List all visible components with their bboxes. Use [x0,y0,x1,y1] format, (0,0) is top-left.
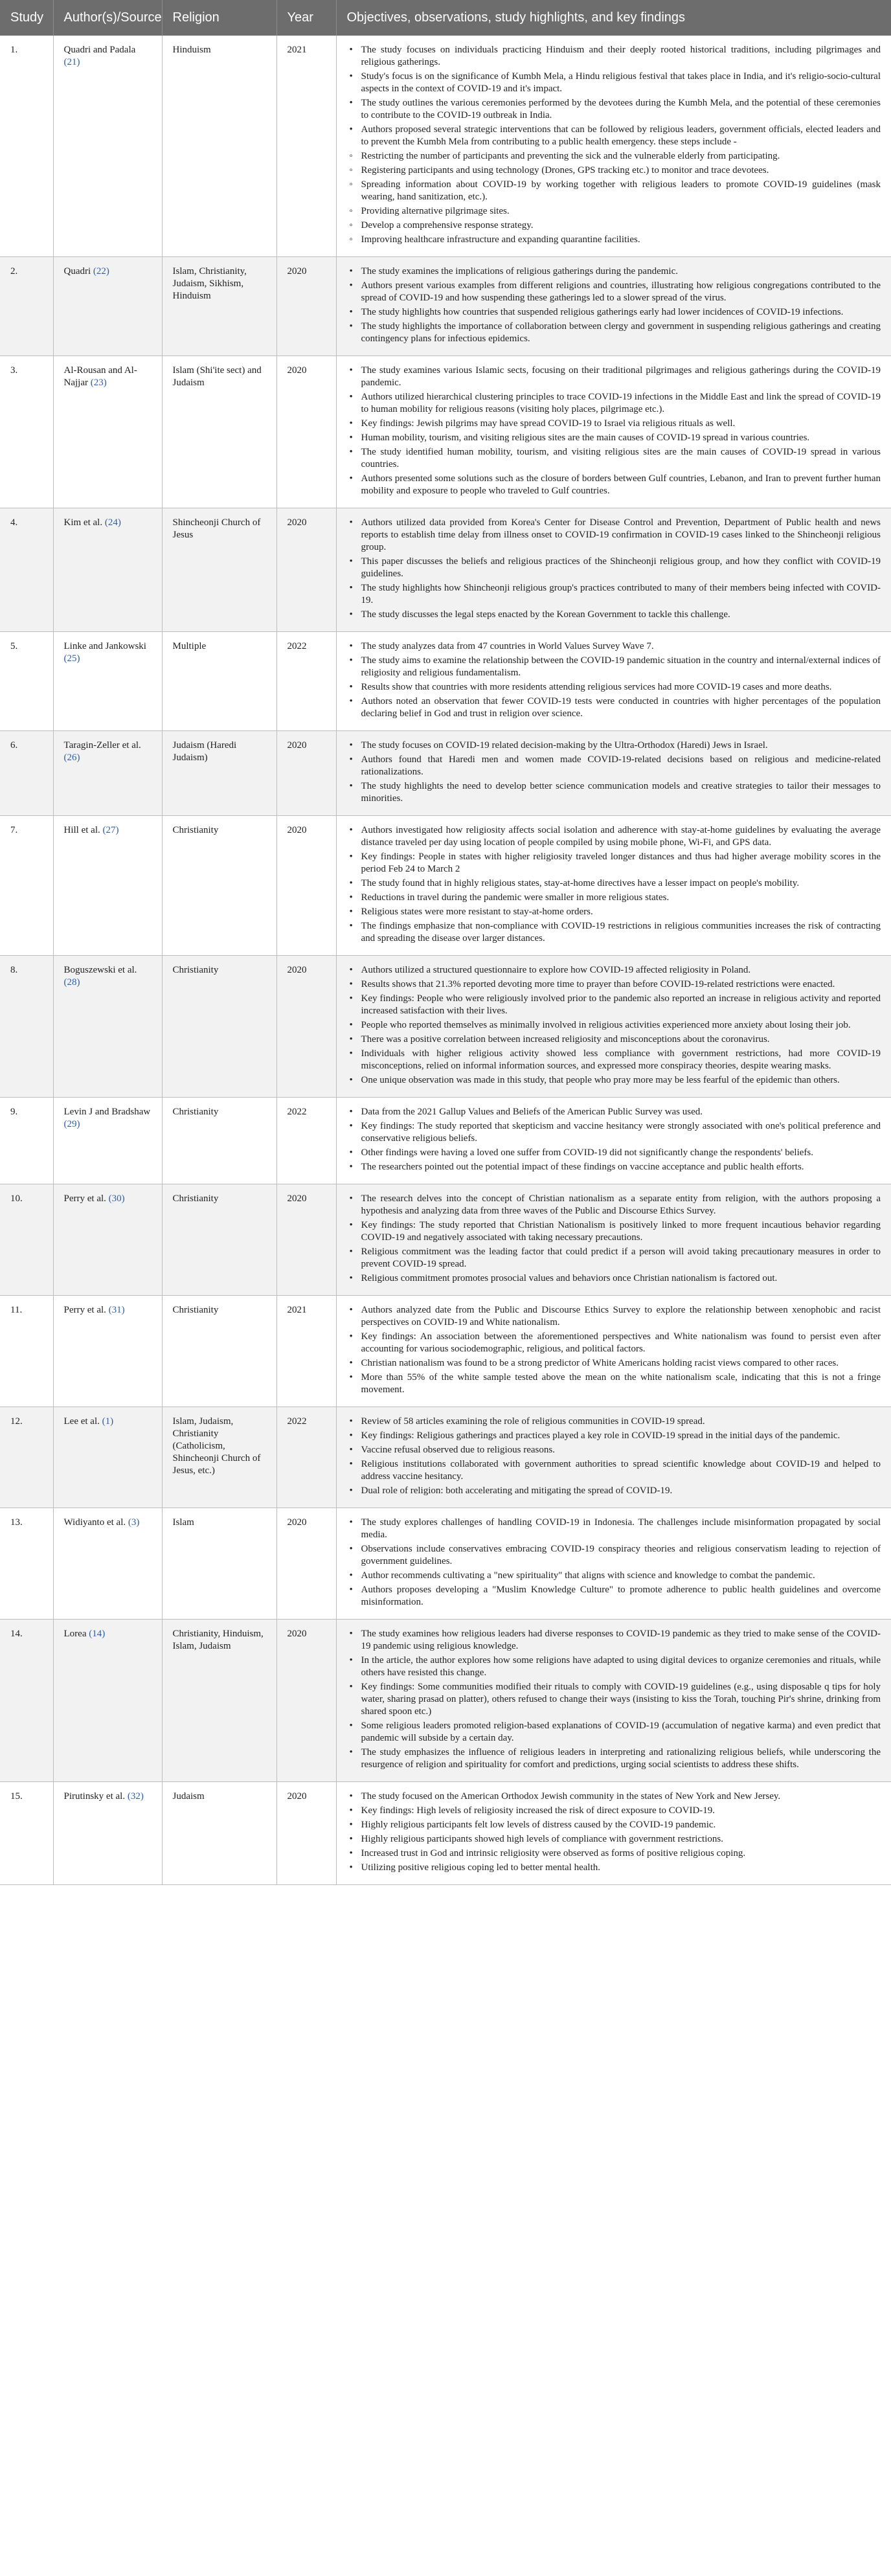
table-row [0,1407,891,1508]
column-header-author: Author(s)/Source [53,0,162,36]
table-row [0,257,891,356]
year-cell: 2022 [276,1098,336,1184]
author-name: Lorea [63,1629,87,1639]
study-number: 13. [0,1508,53,1620]
finding-item: • The study highlights the need to develop better science communication models and creative strategies to tailor their messages to minorities. [361,780,881,805]
finding-item: • The study discusses the legal steps enacted by the Korean Government to tackle this challenge. [361,609,881,621]
findings-cell [336,508,891,632]
finding-item: • Human mobility, tourism, and visiting religious sites are the main causes of COVID-19 spread in various countries. [361,432,881,444]
religion-cell: Shincheonji Church of Jesus [162,508,276,632]
author-name: Boguszewski et al. [63,965,137,975]
finding-item: • Authors utilized hierarchical clustering principles to trace COVID-19 infections in the Middle East and link the spread of COVID-19 to human mobility for religious reasons (visiting holy places, pilgrimage etc.). [361,391,881,416]
finding-item: • Key findings: The study reported that skepticism and vaccine hesitancy were strongly associated with one's political preference and conservative religious beliefs. [361,1120,881,1145]
finding-item: • This paper discusses the beliefs and religious practices of the Shincheonji religious group, and how they conflict with COVID-19 guidelines. [361,556,881,580]
reference-link[interactable]: (32) [127,1791,144,1802]
reference-link[interactable]: (29) [63,1119,80,1129]
finding-sub-item: ◦ Spreading information about COVID-19 by working together with religious leaders to promote COVID-19 guidelines (mask wearing, hand sanitization, etc.). [361,179,881,203]
author-name: Widiyanto et al. [63,1517,126,1528]
religion-cell: Christianity [162,1098,276,1184]
religion-cell: Christianity, Hinduism, Islam, Judaism [162,1620,276,1782]
author-cell [53,731,162,816]
study-number: 14. [0,1620,53,1782]
findings-list [347,1304,881,1396]
findings-list [347,964,881,1087]
table-row [0,1296,891,1407]
finding-item: • The study found that in highly religious states, stay-at-home directives have a lesser impact on people's mobility. [361,877,881,890]
author-cell [53,356,162,508]
finding-item: • Religious commitment promotes prosocial values and behaviors once Christian nationalism is factored out. [361,1272,881,1285]
study-number: 5. [0,632,53,731]
findings-list [347,1193,881,1285]
study-number: 2. [0,257,53,356]
author-name: Perry et al. [63,1305,106,1315]
finding-item: • Key findings: People who were religiously involved prior to the pandemic also reported an increase in religious activity and reported increased satisfaction with their lives. [361,993,881,1017]
finding-item: • Key findings: An association between the aforementioned perspectives and White nationalism was found to persist even after accounting for various sociodemographic, religious, and political factors. [361,1331,881,1355]
finding-item: • Individuals with higher religious activity showed less compliance with government restrictions, had more COVID-19 misconceptions, relied on informal information sources, and expressed more conspiracy theories, despite wearing masks. [361,1048,881,1072]
finding-item: • Religious states were more resistant to stay-at-home orders. [361,906,881,918]
finding-item: • The researchers pointed out the potential impact of these findings on vaccine acceptance and public health efforts. [361,1161,881,1173]
findings-list [347,266,881,345]
religion-cell: Christianity [162,816,276,956]
findings-cell [336,956,891,1098]
findings-list [347,824,881,945]
religion-cell: Christianity [162,956,276,1098]
table-row [0,356,891,508]
religion-cell: Christianity [162,1184,276,1296]
finding-item: • The study explores challenges of handling COVID-19 in Indonesia. The challenges include misinformation propagated by social media. [361,1517,881,1541]
findings-cell [336,731,891,816]
reference-link[interactable]: (3) [128,1517,140,1528]
year-cell: 2020 [276,731,336,816]
findings-cell [336,1782,891,1885]
finding-item: • The study focused on the American Orthodox Jewish community in the states of New York and New Jersey. [361,1791,881,1803]
finding-item: • The study highlights the importance of collaboration between clergy and government in suspending religious gatherings and creating contingency plans for infectious epidemics. [361,321,881,345]
findings-cell [336,356,891,508]
finding-item: • Results shows that 21.3% reported devoting more time to prayer than before COVID-19-related restrictions were enacted. [361,978,881,991]
finding-item: • Authors noted an observation that fewer COVID-19 tests were conducted in countries with higher percentages of the population declaring belief in God and trust in religion over science. [361,695,881,720]
religion-cell: Christianity [162,1296,276,1407]
table-body [0,36,891,1885]
finding-item: • Utilizing positive religious coping led to better mental health. [361,1862,881,1874]
year-cell: 2022 [276,632,336,731]
finding-item: • Vaccine refusal observed due to religious reasons. [361,1444,881,1456]
finding-item: • Key findings: Religious gatherings and practices played a key role in COVID-19 spread in the initial days of the pandemic. [361,1430,881,1442]
reference-link[interactable]: (30) [108,1193,125,1204]
author-cell [53,632,162,731]
finding-sub-item: ◦ Develop a comprehensive response strategy. [361,220,881,232]
finding-item: • One unique observation was made in this study, that people who pray more may be less fearful of the epidemic than others. [361,1074,881,1087]
table-row [0,1782,891,1885]
finding-item: • Religious institutions collaborated with government authorities to spread scientific knowledge about COVID-19 and helped to address vaccine hesitancy. [361,1458,881,1483]
finding-item: • The study examines how religious leaders had diverse responses to COVID-19 pandemic as they tried to make sense of the COVID-19 pandemic using religious knowledge. [361,1628,881,1653]
findings-cell [336,1508,891,1620]
findings-list [347,44,881,246]
year-cell: 2020 [276,816,336,956]
year-cell: 2020 [276,1184,336,1296]
table-row [0,1098,891,1184]
year-cell: 2021 [276,36,336,257]
finding-item: • People who reported themselves as minimally involved in religious activities experienced more anxiety about losing their job. [361,1019,881,1032]
study-number: 8. [0,956,53,1098]
reference-link[interactable]: (24) [104,517,121,528]
findings-list [347,1791,881,1874]
finding-item: • Some religious leaders promoted religion-based explanations of COVID-19 (accumulation of negative karma) and even predict that pandemic will subside by a certain day. [361,1720,881,1745]
reference-link[interactable]: (1) [102,1416,114,1427]
finding-item: • Authors present various examples from different religions and countries, illustrating how religious congregations contributed to the spread of COVID-19 and how suspending these gatherings led to a slower spread of the virus. [361,280,881,304]
table-row [0,1184,891,1296]
finding-item: • The study aims to examine the relationship between the COVID-19 pandemic situation in the country and internal/external indices of religiosity and religious fundamentalism. [361,655,881,679]
author-name: Pirutinsky et al. [63,1791,126,1802]
finding-item: • Key findings: Jewish pilgrims may have spread COVID-19 to Israel via religious rituals as well. [361,418,881,430]
finding-item: • The study emphasizes the influence of religious leaders in interpreting and rationalizing religious beliefs, while underscoring the resurgence of religion and spirituality for comfort and predictions, urging social scientists to address these shifts. [361,1746,881,1771]
finding-item: • In the article, the author explores how some religions have adapted to using digital devices to organize ceremonies and rituals, while others have resisted this change. [361,1655,881,1679]
findings-cell [336,1296,891,1407]
finding-item: • Highly religious participants felt low levels of distress caused by the COVID-19 pandemic. [361,1819,881,1831]
findings-cell [336,1620,891,1782]
religion-cell: Hinduism [162,36,276,257]
religion-cell: Islam [162,1508,276,1620]
table-row [0,731,891,816]
findings-cell [336,816,891,956]
finding-item: • Key findings: The study reported that Christian Nationalism is positively linked to more frequent incautious behavior regarding COVID-19 and negatively associated with taking necessary precautions. [361,1219,881,1244]
finding-item: • Results show that countries with more residents attending religious services had more COVID-19 cases and more deaths. [361,681,881,694]
year-cell: 2021 [276,1296,336,1407]
finding-sub-item: ◦ Registering participants and using technology (Drones, GPS tracking etc.) to monitor and trace devotees. [361,164,881,177]
reference-link[interactable]: (22) [93,266,109,277]
finding-item: • Authors investigated how religiosity affects social isolation and adherence with stay-at-home guidelines by evaluating the average distance traveled per day using location of people compiled by using mobile phone, Wi-Fi, and GPS data. [361,824,881,849]
finding-item: • Increased trust in God and intrinsic religiosity were observed as forms of positive religious coping. [361,1847,881,1860]
author-cell [53,816,162,956]
finding-item: • The study identified human mobility, tourism, and visiting religious sites are the main causes of COVID-19 spread in various countries. [361,446,881,471]
year-cell: 2020 [276,1508,336,1620]
finding-item: • There was a positive correlation between increased religiosity and misconceptions about the coronavirus. [361,1034,881,1046]
findings-cell [336,632,891,731]
table-row [0,36,891,257]
author-cell [53,1407,162,1508]
finding-item: • Highly religious participants showed high levels of compliance with government restrictions. [361,1833,881,1846]
study-number: 11. [0,1296,53,1407]
finding-item: • Author recommends cultivating a "new spirituality" that aligns with science and knowledge to combat the pandemic. [361,1570,881,1582]
finding-item: • The study examines the implications of religious gatherings during the pandemic. [361,266,881,278]
author-name: Lee et al. [63,1416,100,1427]
column-header-study: Study [0,0,53,36]
findings-list [347,1517,881,1609]
finding-item: • Authors found that Haredi men and women made COVID-19-related decisions based on religious and medicine-related rationalizations. [361,754,881,778]
study-number: 3. [0,356,53,508]
finding-sub-item: ◦ Restricting the number of participants and preventing the sick and the vulnerable elderly from participating. [361,150,881,163]
findings-list [347,517,881,621]
author-cell [53,956,162,1098]
finding-item: • The study highlights how countries that suspended religious gatherings early had lower incidences of COVID-19 infections. [361,306,881,319]
author-cell [53,1184,162,1296]
reference-link[interactable]: (31) [108,1305,125,1315]
finding-item: • Religious commitment was the leading factor that could predict if a person will avoid taking precautionary measures in order to prevent COVID-19 spread. [361,1246,881,1271]
reference-link[interactable]: (21) [63,57,80,67]
finding-item: • The study focuses on COVID-19 related decision-making by the Ultra-Orthodox (Haredi) Jews in Israel. [361,740,881,752]
author-cell [53,1098,162,1184]
table-row [0,632,891,731]
religion-cell: Islam, Christianity, Judaism, Sikhism, Hinduism [162,257,276,356]
reference-link[interactable]: (28) [63,977,80,988]
author-name: Quadri [63,266,91,277]
finding-item: • The study highlights how Shincheonji religious group's practices contributed to many of their members being infected with COVID-19. [361,582,881,607]
religion-cell: Islam, Judaism, Christianity (Catholicism, Shincheonji Church of Jesus, etc.) [162,1407,276,1508]
findings-list [347,1416,881,1497]
author-name: Linke and Jankowski [63,641,146,651]
column-header-findings: Objectives, observations, study highlights, and key findings [336,0,891,36]
study-number: 6. [0,731,53,816]
finding-item: • Key findings: People in states with higher religiosity traveled longer distances and thus had higher average mobility scores in the period Feb 24 to March 2 [361,851,881,876]
finding-item: • Authors analyzed date from the Public and Discourse Ethics Survey to explore the relationship between xenophobic and racist perspectives on COVID-19 and White nationalism. [361,1304,881,1329]
year-cell: 2020 [276,1620,336,1782]
table-row [0,1620,891,1782]
religion-cell: Islam (Shi'ite sect) and Judaism [162,356,276,508]
author-name: Kim et al. [63,517,103,528]
year-cell: 2020 [276,257,336,356]
column-header-year: Year [276,0,336,36]
finding-item: • Observations include conservatives embracing COVID-19 conspiracy theories and religious conservatism leading to rejection of government guidelines. [361,1543,881,1568]
author-name: Al-Rousan and Al-Najjar [63,365,137,388]
finding-item: • The study analyzes data from 47 countries in World Values Survey Wave 7. [361,640,881,653]
year-cell: 2020 [276,356,336,508]
study-number: 7. [0,816,53,956]
finding-item: • Authors utilized a structured questionnaire to explore how COVID-19 affected religiosity in Poland. [361,964,881,977]
reference-link[interactable]: (26) [63,752,80,763]
finding-sub-item: ◦ Improving healthcare infrastructure and expanding quarantine facilities. [361,234,881,246]
findings-cell [336,1407,891,1508]
finding-item: • Christian nationalism was found to be a strong predictor of White Americans holding racist views compared to other races. [361,1357,881,1370]
finding-item: • More than 55% of the white sample tested above the mean on the white nationalism scale, indicating that this is not a fringe movement. [361,1372,881,1396]
author-cell [53,257,162,356]
finding-item: • Key findings: Some communities modified their rituals to comply with COVID-19 guidelines (e.g., using disposable q tips for holy water, sharing prasad on platter), others refused to change their ways (insisting to kiss the Torah, touching Pir's shrine, drinking from shared spoon etc.) [361,1681,881,1718]
findings-list [347,640,881,720]
author-name: Levin J and Bradshaw [63,1107,151,1117]
religion-cell: Judaism [162,1782,276,1885]
author-cell [53,1620,162,1782]
finding-item: • Authors presented some solutions such as the closure of borders between Gulf countries, Lebanon, and Iran to prevent further human mobility and exposure to people who traveled to Gulf countries. [361,473,881,497]
findings-list [347,365,881,497]
religion-cell: Judaism (Haredi Judaism) [162,731,276,816]
author-name: Hill et al. [63,825,100,835]
finding-item: • Dual role of religion: both accelerating and mitigating the spread of COVID-19. [361,1485,881,1497]
finding-item: • The research delves into the concept of Christian nationalism as a separate entity from religion, with the authors proposing a hypothesis and analyzing data from three waves of the Public and Discourse Ethics Survey. [361,1193,881,1217]
finding-sub-item: ◦ Providing alternative pilgrimage sites. [361,205,881,218]
column-header-religion: Religion [162,0,276,36]
finding-item: • The findings emphasize that non-compliance with COVID-19 restrictions in religious communities increases the risk of contracting and spreading the disease over larger distances. [361,920,881,945]
table-row [0,816,891,956]
author-cell [53,1782,162,1885]
author-cell [53,1508,162,1620]
author-name: Perry et al. [63,1193,106,1204]
year-cell: 2022 [276,1407,336,1508]
findings-cell [336,257,891,356]
reference-link[interactable]: (27) [102,825,119,835]
table-header [0,0,891,36]
finding-item: • The study focuses on individuals practicing Hinduism and their deeply rooted historical traditions, including pilgrimages and religious gatherings. [361,44,881,69]
reference-link[interactable]: (23) [90,378,107,388]
study-number: 10. [0,1184,53,1296]
header-row [0,0,891,36]
author-name: Taragin-Zeller et al. [63,740,141,751]
year-cell: 2020 [276,956,336,1098]
findings-cell [336,1184,891,1296]
year-cell: 2020 [276,1782,336,1885]
author-cell [53,36,162,257]
finding-item: • Reductions in travel during the pandemic were smaller in more religious states. [361,892,881,904]
finding-item: • Authors utilized data provided from Korea's Center for Disease Control and Prevention, Department of Public health and news reports to establish time delay from illness onset to COVID-19 confirmation in COVID-19 cases linked to the Shincheonji religious group. [361,517,881,554]
table-row [0,1508,891,1620]
study-number: 12. [0,1407,53,1508]
reference-link[interactable]: (14) [89,1629,106,1639]
finding-item: • The study examines various Islamic sects, focusing on their traditional pilgrimages and religious gatherings during the COVID-19 pandemic. [361,365,881,389]
religion-cell: Multiple [162,632,276,731]
finding-item: • Key findings: High levels of religiosity increased the risk of direct exposure to COVID-19. [361,1805,881,1817]
study-number: 9. [0,1098,53,1184]
finding-item: • Authors proposes developing a "Muslim Knowledge Culture" to promote adherence to public health guidelines and overcome misinformation. [361,1584,881,1609]
author-cell [53,1296,162,1407]
finding-item: • Study's focus is on the significance of Kumbh Mela, a Hindu religious festival that takes place in India, and it's religio-socio-cultural aspects in the context of COVID-19 and it's impact. [361,71,881,95]
findings-list [347,1106,881,1173]
study-number: 15. [0,1782,53,1885]
findings-list [347,1628,881,1771]
finding-item: • Data from the 2021 Gallup Values and Beliefs of the American Public Survey was used. [361,1106,881,1118]
finding-item: • Authors proposed several strategic interventions that can be followed by religious leaders, government officials, elected leaders and to prevent the Kumbh Mela from contributing to a public health emergency. these steps include - [361,124,881,148]
year-cell: 2020 [276,508,336,632]
finding-item: • Other findings were having a loved one suffer from COVID-19 did not significantly change the respondents' beliefs. [361,1147,881,1159]
table-row [0,956,891,1098]
findings-cell [336,36,891,257]
table-row [0,508,891,632]
findings-list [347,740,881,805]
findings-cell [336,1098,891,1184]
author-name: Quadri and Padala [63,45,136,55]
reference-link[interactable]: (25) [63,653,80,664]
study-number: 1. [0,36,53,257]
author-cell [53,508,162,632]
finding-item: • Review of 58 articles examining the role of religious communities in COVID-19 spread. [361,1416,881,1428]
study-number: 4. [0,508,53,632]
finding-item: • The study outlines the various ceremonies performed by the devotees during the Kumbh Mela, and the potential of these ceremonies to contribute to the COVID-19 outbreak in India. [361,97,881,122]
